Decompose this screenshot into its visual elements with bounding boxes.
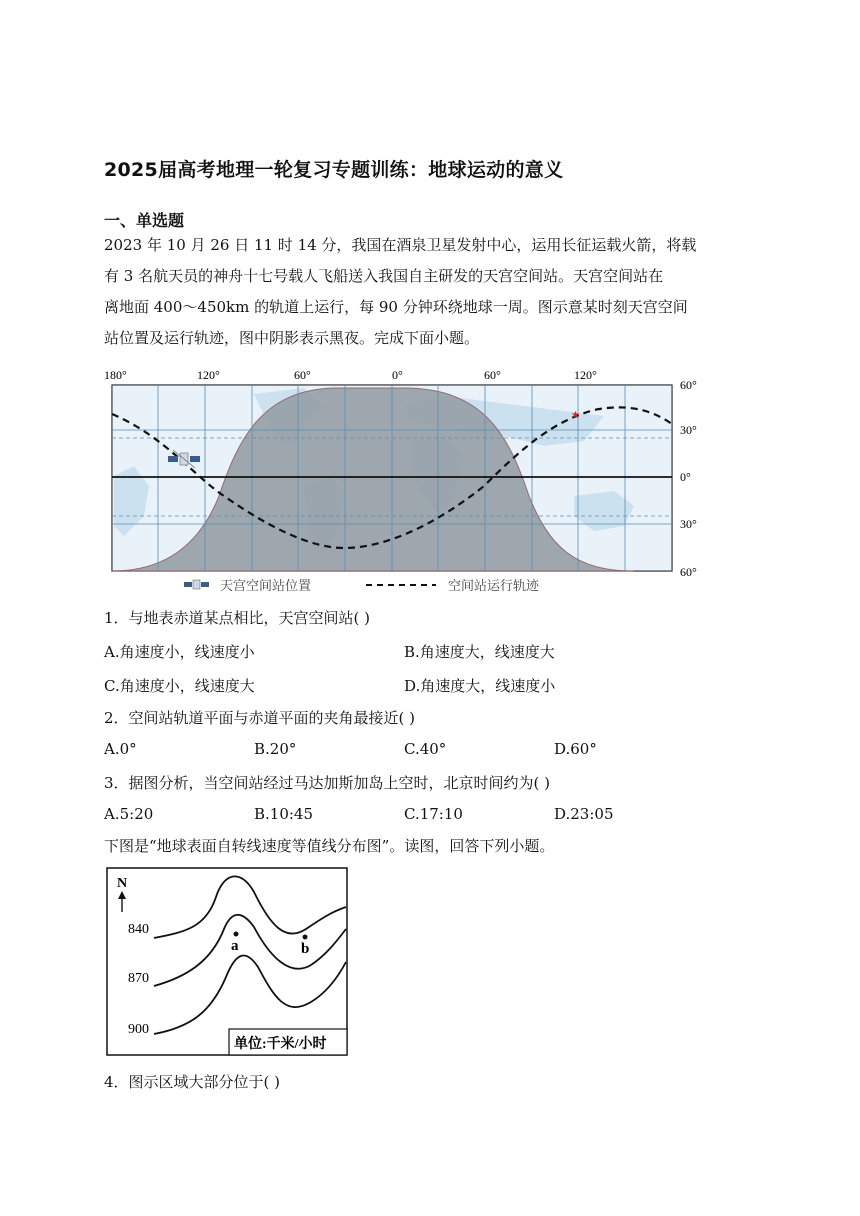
question-stem: 4．图示区域大部分位于( ) [104, 1073, 281, 1091]
point-a-dot [234, 932, 239, 937]
contour-label: 870 [128, 971, 149, 986]
option: C.40° [404, 740, 447, 758]
question-stem: 3．据图分析，当空间站经过马达加斯加岛上空时，北京时间约为( ) [104, 774, 551, 792]
intro-paragraph [104, 230, 756, 354]
legend-station-icon [184, 580, 209, 589]
lon-label: 60° [294, 368, 311, 382]
question-stem: 1．与地表赤道某点相比，天宫空间站( ) [104, 609, 371, 627]
second-intro: 下图是“地球表面自转线速度等值线分布图”。读图，回答下列小题。 [104, 837, 555, 855]
contour-label: 840 [128, 922, 149, 937]
section-heading: 一、单选题 [104, 211, 185, 230]
lon-label: 120° [197, 368, 220, 382]
option: A.5:20 [104, 805, 154, 823]
contour-figure [106, 867, 348, 1057]
legend-track-label: 空间站运行轨迹 [448, 578, 540, 593]
option: C.17:10 [404, 805, 463, 823]
north-label: N [117, 876, 128, 891]
option: B.角速度大，线速度大 [404, 643, 555, 661]
question-stem: 2．空间站轨道平面与赤道平面的夹角最接近( ) [104, 709, 416, 727]
option: D.23:05 [554, 805, 614, 823]
star-marker: ★ [571, 410, 580, 421]
lon-label: 120° [574, 368, 597, 382]
option: D.角速度大，线速度小 [404, 677, 556, 695]
unit-label: 单位:千米/小时 [234, 1037, 327, 1052]
option: C.角速度小，线速度大 [104, 677, 255, 695]
point-b-dot [303, 935, 308, 940]
intro-line: 站位置及运行轨迹，图中阴影表示黑夜。完成下面小题。 [104, 329, 480, 347]
intro-line: 2023 年 10 月 26 日 11 时 14 分，我国在酒泉卫星发射中心，运用长征运载火箭，将载 [104, 236, 697, 254]
intro-line: 有 3 名航天员的神舟十七号载人飞船送入我国自主研发的天宫空间站。天宫空间站在 [104, 267, 664, 285]
contour-label: 900 [128, 1022, 149, 1037]
lat-label: 30° [680, 423, 697, 437]
lon-label: 60° [484, 368, 501, 382]
lat-label: 0° [680, 470, 691, 484]
lat-label: 60° [680, 378, 697, 392]
lat-label: 30° [680, 517, 697, 531]
point-a-label: a [231, 938, 239, 954]
point-b-label: b [301, 941, 310, 957]
legend-station-label: 天宫空间站位置 [220, 578, 312, 593]
option: B.20° [254, 740, 297, 758]
option: B.10:45 [254, 805, 314, 823]
option: A.0° [104, 740, 137, 758]
document-title: 2025届高考地理一轮复习专题训练：地球运动的意义 [104, 159, 564, 181]
intro-line: 离地面 400～450km 的轨道上运行，每 90 分钟环绕地球一周。图示意某时刻天宫空间 [104, 298, 688, 316]
lon-label: 180° [104, 368, 127, 382]
option: D.60° [554, 740, 597, 758]
lon-label: 0° [392, 368, 403, 382]
world-map-figure [104, 366, 724, 598]
lat-label: 60° [680, 565, 697, 579]
option: A.角速度小，线速度小 [104, 643, 255, 661]
